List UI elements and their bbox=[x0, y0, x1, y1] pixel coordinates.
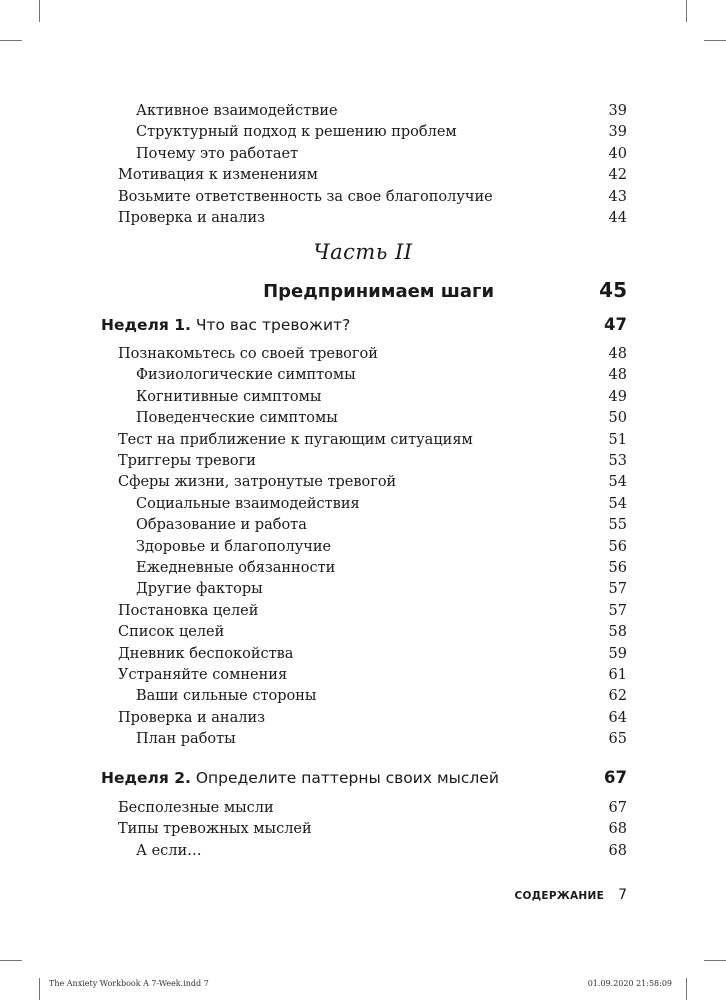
toc-entry-title: Бесполезные мысли bbox=[118, 800, 274, 816]
toc-entry-title: Социальные взаимодействия bbox=[136, 496, 360, 512]
toc-entry-title: Почему это работает bbox=[136, 146, 299, 162]
toc-entry bbox=[136, 144, 627, 164]
part-heading bbox=[118, 278, 627, 302]
toc-entry bbox=[118, 798, 627, 818]
toc-entry bbox=[118, 644, 627, 664]
week-page: 47 bbox=[604, 315, 627, 334]
toc-entry-title: Проверка и анализ bbox=[118, 710, 266, 726]
toc-entry-title: А если… bbox=[136, 843, 202, 859]
toc-entry-page: 39 bbox=[608, 124, 627, 140]
toc-entry-title: Проверка и анализ bbox=[118, 210, 266, 226]
part-label: Часть II bbox=[313, 240, 413, 264]
toc-entry bbox=[136, 729, 627, 749]
toc-entry-page: 49 bbox=[608, 389, 627, 405]
toc-entry bbox=[118, 451, 627, 471]
toc-entry-title: Типы тревожных мыслей bbox=[118, 821, 312, 837]
toc-entry-title: Мотивация к изменениям bbox=[118, 167, 318, 183]
toc-entry-title: Дневник беспокойства bbox=[118, 646, 294, 662]
toc-entry-title: Образование и работа bbox=[136, 517, 307, 533]
toc-entry-page: 67 bbox=[608, 800, 627, 816]
running-footer bbox=[514, 887, 627, 903]
toc-entry-page: 68 bbox=[608, 821, 627, 837]
toc-entry-page: 58 bbox=[608, 624, 627, 640]
toc-entry bbox=[136, 387, 627, 407]
toc-entry-page: 43 bbox=[608, 189, 627, 205]
toc-entry bbox=[136, 686, 627, 706]
toc-entry-title: Устраняйте сомнения bbox=[118, 667, 288, 683]
toc-entry-title: План работы bbox=[136, 731, 236, 747]
toc-entry bbox=[136, 515, 627, 535]
toc-entry-page: 39 bbox=[608, 103, 627, 119]
toc-entry bbox=[136, 494, 627, 514]
toc-entry-page: 40 bbox=[608, 146, 627, 162]
toc-entry-page: 62 bbox=[608, 688, 627, 704]
week-title: Что вас тревожит? bbox=[195, 316, 351, 334]
toc-entry-page: 56 bbox=[608, 539, 627, 555]
toc-entry-title: Поведенческие симптомы bbox=[136, 410, 338, 426]
toc-entry-page: 57 bbox=[608, 603, 627, 619]
toc-entry bbox=[136, 122, 627, 142]
week-title: Определите паттерны своих мыслей bbox=[195, 769, 499, 787]
toc-entry bbox=[118, 208, 627, 228]
toc-entry-page: 50 bbox=[608, 410, 627, 426]
week-heading bbox=[101, 768, 627, 787]
toc-entry-page: 54 bbox=[608, 474, 627, 490]
slug-date: 01.09.2020 21:58:09 bbox=[587, 979, 672, 988]
toc-entry bbox=[136, 579, 627, 599]
week-prefix: Неделя 1. bbox=[101, 316, 191, 334]
toc-entry-title: Ваши сильные стороны bbox=[136, 688, 317, 704]
toc-entry-title: Триггеры тревоги bbox=[118, 453, 256, 469]
toc-entry-page: 48 bbox=[608, 367, 627, 383]
toc-entry-title: Физиологические симптомы bbox=[136, 367, 356, 383]
toc-entry-title: Структурный подход к решению проблем bbox=[136, 124, 457, 140]
toc-entry-title: Познакомьтесь со своей тревогой bbox=[118, 346, 378, 362]
toc-entry-page: 44 bbox=[608, 210, 627, 226]
footer-section-label: СОДЕРЖАНИЕ bbox=[514, 890, 605, 902]
toc-entry bbox=[136, 101, 627, 121]
part-title: Предпринимаем шаги bbox=[263, 281, 495, 302]
toc-entry-title: Тест на приближение к пугающим ситуациям bbox=[118, 432, 473, 448]
toc-entry-page: 56 bbox=[608, 560, 627, 576]
toc-entry-page: 57 bbox=[608, 581, 627, 597]
toc-entry-page: 64 bbox=[608, 710, 627, 726]
part-page: 45 bbox=[599, 278, 627, 302]
toc-entry bbox=[118, 472, 627, 492]
toc-entry-title: Ежедневные обязанности bbox=[136, 560, 336, 576]
toc-entry-title: Здоровье и благополучие bbox=[136, 539, 332, 555]
toc-entry bbox=[136, 558, 627, 578]
toc-entry-title: Сферы жизни, затронутые тревогой bbox=[118, 474, 397, 490]
week-heading bbox=[101, 315, 627, 334]
week-prefix: Неделя 2. bbox=[101, 769, 191, 787]
toc-entry-page: 48 bbox=[608, 346, 627, 362]
toc-entry-page: 55 bbox=[608, 517, 627, 533]
toc-entry bbox=[136, 537, 627, 557]
toc-entry bbox=[118, 708, 627, 728]
toc-entry-title: Возьмите ответственность за свое благополучие bbox=[118, 189, 493, 205]
toc-entry-page: 54 bbox=[608, 496, 627, 512]
toc-entry-page: 42 bbox=[608, 167, 627, 183]
toc-entry-title: Постановка целей bbox=[118, 603, 259, 619]
toc-entry bbox=[118, 165, 627, 185]
toc-entry-page: 61 bbox=[608, 667, 627, 683]
toc-entry-page: 51 bbox=[608, 432, 627, 448]
toc-entry-page: 65 bbox=[608, 731, 627, 747]
toc-entry-title: Другие факторы bbox=[136, 581, 263, 597]
toc-entry bbox=[118, 187, 627, 207]
toc-entry-page: 59 bbox=[608, 646, 627, 662]
toc-entry bbox=[136, 841, 627, 861]
toc-entry-title: Когнитивные симптомы bbox=[136, 389, 322, 405]
toc-entry-title: Список целей bbox=[118, 624, 225, 640]
toc-entry bbox=[118, 430, 627, 450]
toc-entry-page: 53 bbox=[608, 453, 627, 469]
footer-page-number: 7 bbox=[618, 887, 627, 903]
toc-entry bbox=[136, 365, 627, 385]
toc-entry bbox=[118, 601, 627, 621]
toc-entry-page: 68 bbox=[608, 843, 627, 859]
toc-entry bbox=[118, 819, 627, 839]
slug-file: The Anxiety Workbook A 7-Week.indd 7 bbox=[49, 979, 209, 988]
toc-entry bbox=[118, 344, 627, 364]
toc-entry bbox=[136, 408, 627, 428]
toc-entry bbox=[118, 622, 627, 642]
toc-entry bbox=[118, 665, 627, 685]
week-page: 67 bbox=[604, 768, 627, 787]
toc-entry-title: Активное взаимодействие bbox=[136, 103, 338, 119]
